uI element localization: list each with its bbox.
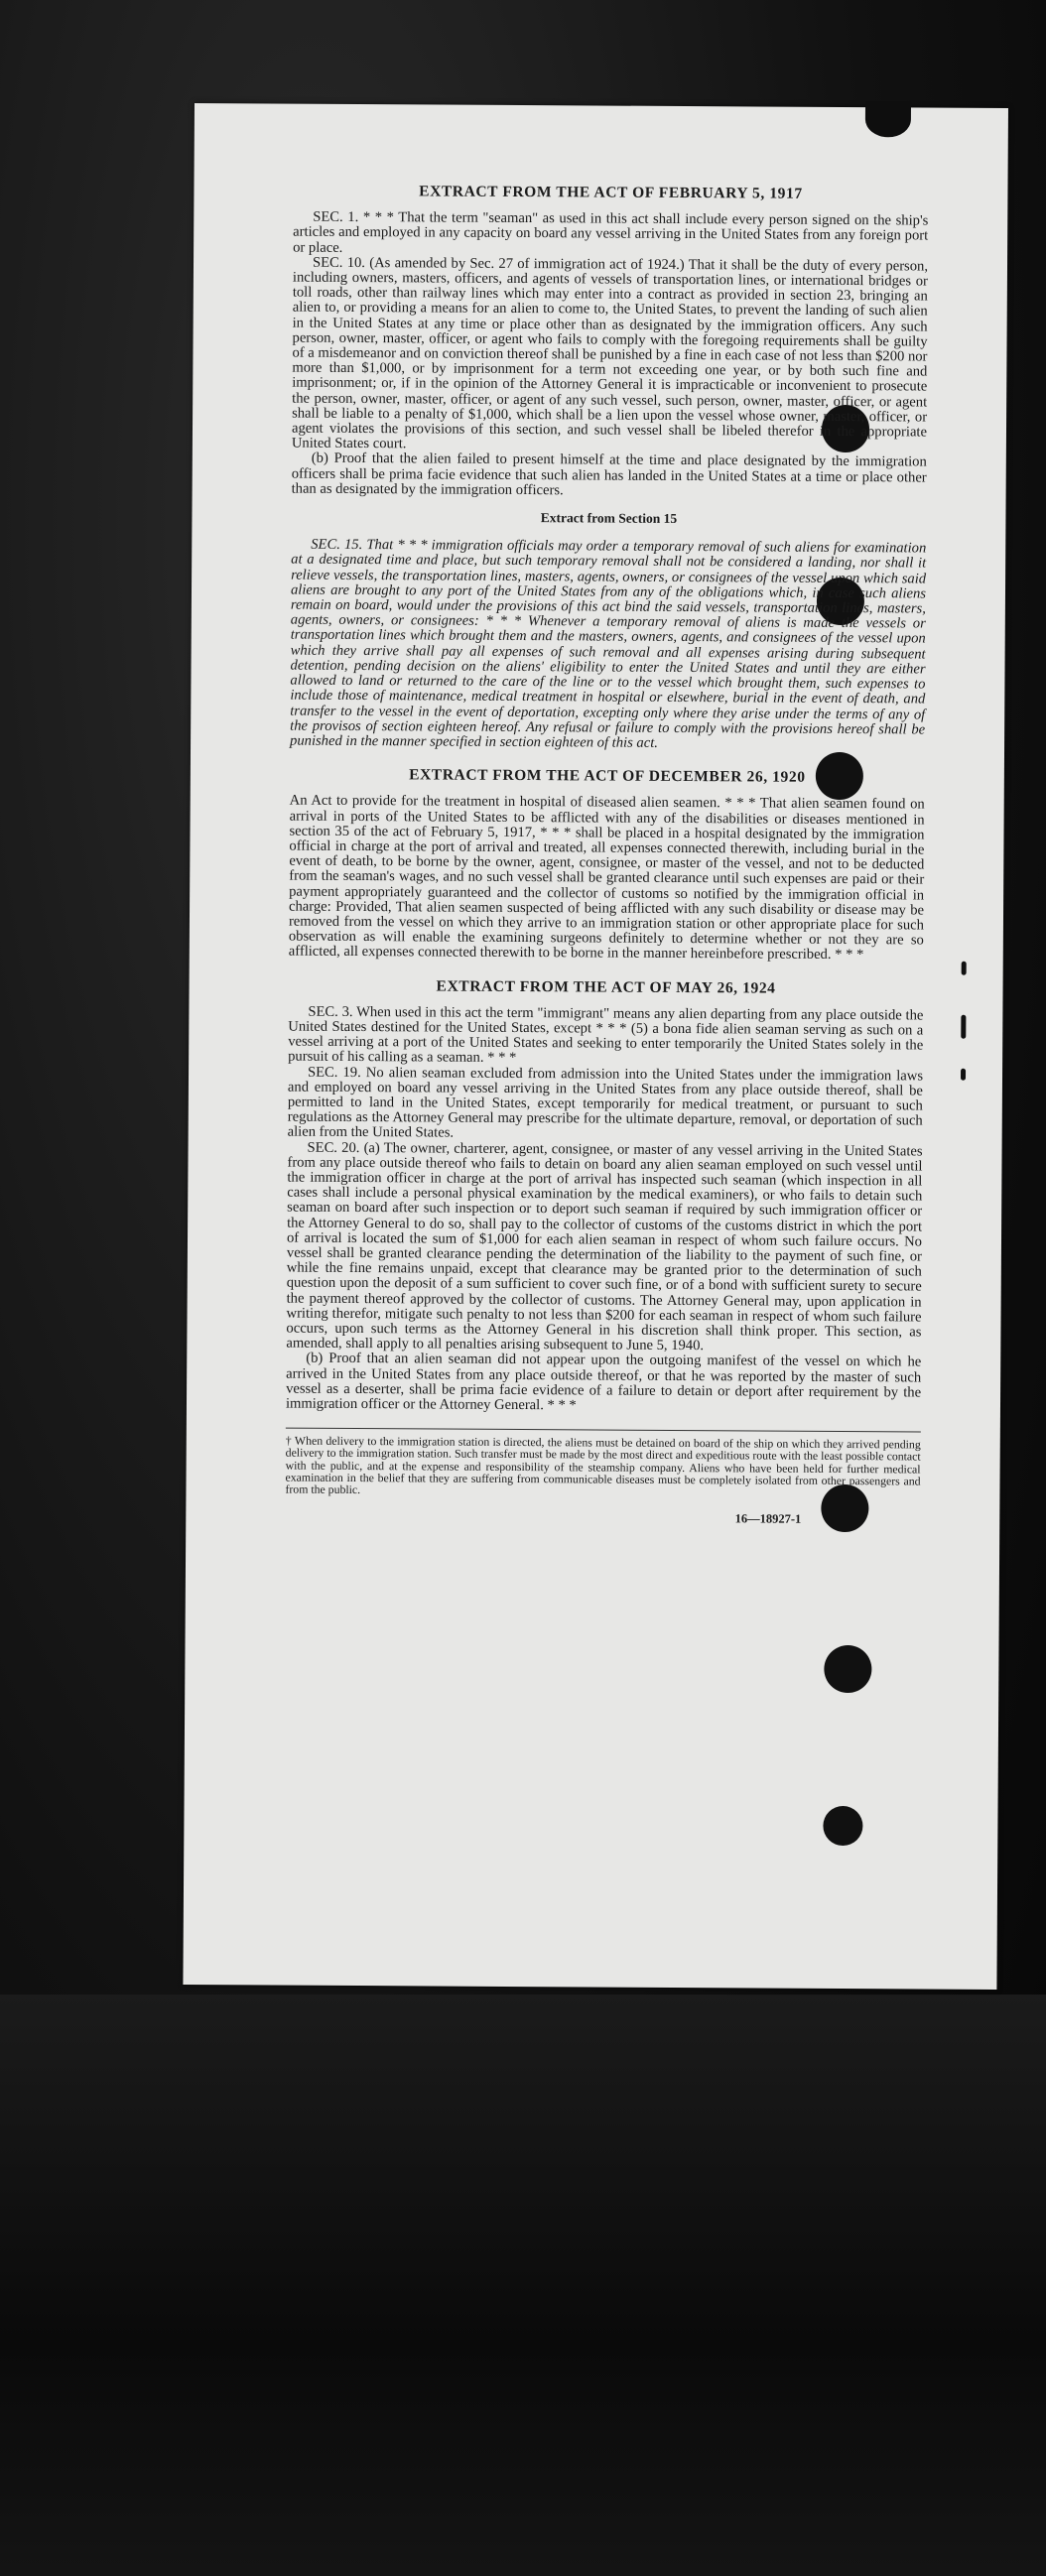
punch-hole <box>823 1806 862 1846</box>
document-page <box>183 103 1008 1990</box>
section-heading: EXTRACT FROM THE ACT OF FEBRUARY 5, 1917 <box>419 183 803 202</box>
edge-mark <box>961 1069 966 1081</box>
section-paragraph: (b) Proof that an alien seaman did not appear upon the outgoing manifest of the vessel on which he arrived in the United States from any place outside thereof, or that he was reported by the master of such vessel as a deserter, shall be prima facie evidence of a failure to detain or deport after requirement by the immigration officer or the Attorney General. * * * <box>285 1351 922 1414</box>
section-paragraph: SEC. 20. (a) The owner, charterer, agent, consignee, or master of any vessel arriving in the United States from any place outside thereof who fails to detain on board any alien seaman employed on such vessel until the immigration officer in charge at the port of arrival has inspected such seaman (which inspection in all cases shall include a personal physical examination by the medical examiners), or who fails to detain such seaman on board after such inspection or to deport such seaman if required by such immigration officer or the Attorney General to do so, shall pay to the collector of customs of the customs district in which the port of arrival is located the sum of $1,000 for each alien seaman in respect of whom such failure occurs. No vessel shall be granted clearance pending the determination of the liability to the payment of such fine, or while the fine remains unpaid, except that clearance may be granted prior to the determination of such question upon the deposit of a sum sufficient to cover such fine, or of a bond with sufficient surety to secure the payment thereof approved by the collector of customs. The Attorney General may, upon application in writing therefor, mitigate such penalty to not less than $200 for each seaman in respect of whom such failure occurs, upon such terms as the Attorney General in his discretion shall think proper. This section, as amended, shall apply to all penalties arising subsequent to June 5, 1940. <box>286 1139 923 1354</box>
edge-mark <box>962 962 967 975</box>
footnote: † When delivery to the immigration station is directed, the aliens must be detained on board of the ship on which they arrived pending delivery to the immigration station. Such transfer must be made by the most direct and expeditious route with the least possible contact with the public, and at the expense and responsibility of the steamship company. Aliens who have been held for further medical examination in the belief that they are suffering from communicable diseases must be completely isolated from other passengers and from the public. <box>285 1433 921 1497</box>
section-heading: EXTRACT FROM THE ACT OF DECEMBER 26, 1920 <box>409 766 806 786</box>
section-paragraph: SEC. 19. No alien seaman excluded from admission into the United States under the immigration laws and employed on board any vessel arriving in the United States from any place outside thereof, shall be permitted to land in the United States, except temporarily for medical treatment, or pursuant to such regulations as the Attorney General may prescribe for the ultimate departure, removal, or deportation of such alien from the United States. <box>287 1064 924 1141</box>
page-notch <box>865 101 911 137</box>
document-body <box>285 184 928 1528</box>
section-paragraph: SEC. 15. That * * * immigration officials may order a temporary removal of such aliens for examination at a designated time and place, but such temporary removal shall not be considered a landing, nor shall it relieve vessels, the transportation lines, masters, agents, owners, or consignees of the vessel upon which said aliens are brought to any port of the United States from any of the obligations which, in case such aliens remain on board, would under the provisions of this act bind the said vessels, transportation lines, masters, agents, owners, or consignees: * * * Whenever a temporary removal of aliens is made the vessels or transportation lines which brought them and the masters, owners, agents, and consignees of the vessel upon which they arrive shall pay all expenses of such removal and all expenses arising during subsequent detention, pending decision on the aliens' eligibility to enter the United States and until they are either allowed to land or returned to the care of the line or to the vessel which brought them, such expenses to include those of maintenance, medical treatment in hospital or elsewhere, burial in the event of death, and transfer to the vessel in the event of deportation, excepting only where they arise under the terms of any of the provisos of section eighteen hereof. Any refusal or failure to comply with the provisions hereof shall be punished in the manner specified in section eighteen of this act. <box>290 536 927 751</box>
section-subheading: Extract from Section 15 <box>540 510 678 527</box>
section-paragraph: SEC. 1. * * * That the term "seaman" as used in this act shall include every person signed on the ship's articles and employed in any capacity on board any vessel arriving in the United States from any foreign port or place. <box>293 208 929 256</box>
punch-hole <box>824 1645 871 1693</box>
section-paragraph: An Act to provide for the treatment in hospital of diseased alien seamen. * * * That alien seamen found on arrival in ports of the United States to be afflicted with any of the disabilities or diseases mentioned in section 35 of the act of February 5, 1917, * * * shall be placed in a hospital designated by the immigration official in charge at the port of arrival and treated, all expenses connected therewith, including burial in the event of death, to be borne by the owner, agent, consignee, or master of the vessel, and not to be deducted from the seaman's wages, and no such vessel shall be granted clearance until such expenses are paid or their payment appropriately guaranteed and the collector of customs so notified by the immigration official in charge: Provided, That alien seamen suspected of being afflicted with any such disability or disease may be removed from the vessel on which they arrive to an immigration station or other appropriate place for such observation as will enable the examining surgeons definitely to determine whether or not they are so afflicted, all expenses connected therewith to be borne in the manner hereinbefore prescribed. * * * <box>288 792 925 964</box>
section-paragraph: (b) Proof that the alien failed to present himself at the time and place designated by the immigration officers shall be prima facie evidence that such alien has landed in the United States at a time or place other than as designated by the immigration officers. <box>291 451 927 499</box>
edge-mark <box>961 1015 966 1039</box>
footnote-divider <box>286 1428 921 1433</box>
form-code: 16—18927-1 <box>734 1511 802 1527</box>
section-paragraph: SEC. 10. (As amended by Sec. 27 of immigration act of 1924.) That it shall be the duty of every person, including owners, masters, officers, and agents of vessels of transportation lines, or international bridges or toll roads, other than railway lines which may enter into a contract as provided in section 23, bringing an alien to, or providing a means for an alien to come to, the United States, to prevent the landing of such alien in the United States at any time or place other than as designated by the immigration officers. Any such person, owner, master, officer, or agent who fails to comply with the foregoing requirements shall be guilty of a misdemeanor and on conviction thereof shall be punished by a fine in each case of not less than $200 nor more than $1,000, or by imprisonment for a term not exceeding one year, or by both such fine and imprisonment; or, if in the opinion of the Attorney General it is impracticable or inconvenient to prosecute the person, owner, master, officer, or agent of any such vessel, such person, owner, master, officer, or agent shall be liable to a penalty of $1,000, which shall be a lien upon the vessel whose owner, master, officer, or agent violates the provisions of this section, and such vessel shall be libeled therefor in the appropriate United States court. <box>291 254 929 452</box>
section-paragraph: SEC. 3. When used in this act the term "immigrant" means any alien departing from any place outside the United States destined for the United States, except * * * (5) a bona fide alien seaman serving as such on a vessel arriving at a port of the United States and seeking to enter temporarily the United States solely in the pursuit of his calling as a seaman. * * * <box>288 1003 924 1067</box>
section-heading: EXTRACT FROM THE ACT OF MAY 26, 1924 <box>436 977 776 997</box>
